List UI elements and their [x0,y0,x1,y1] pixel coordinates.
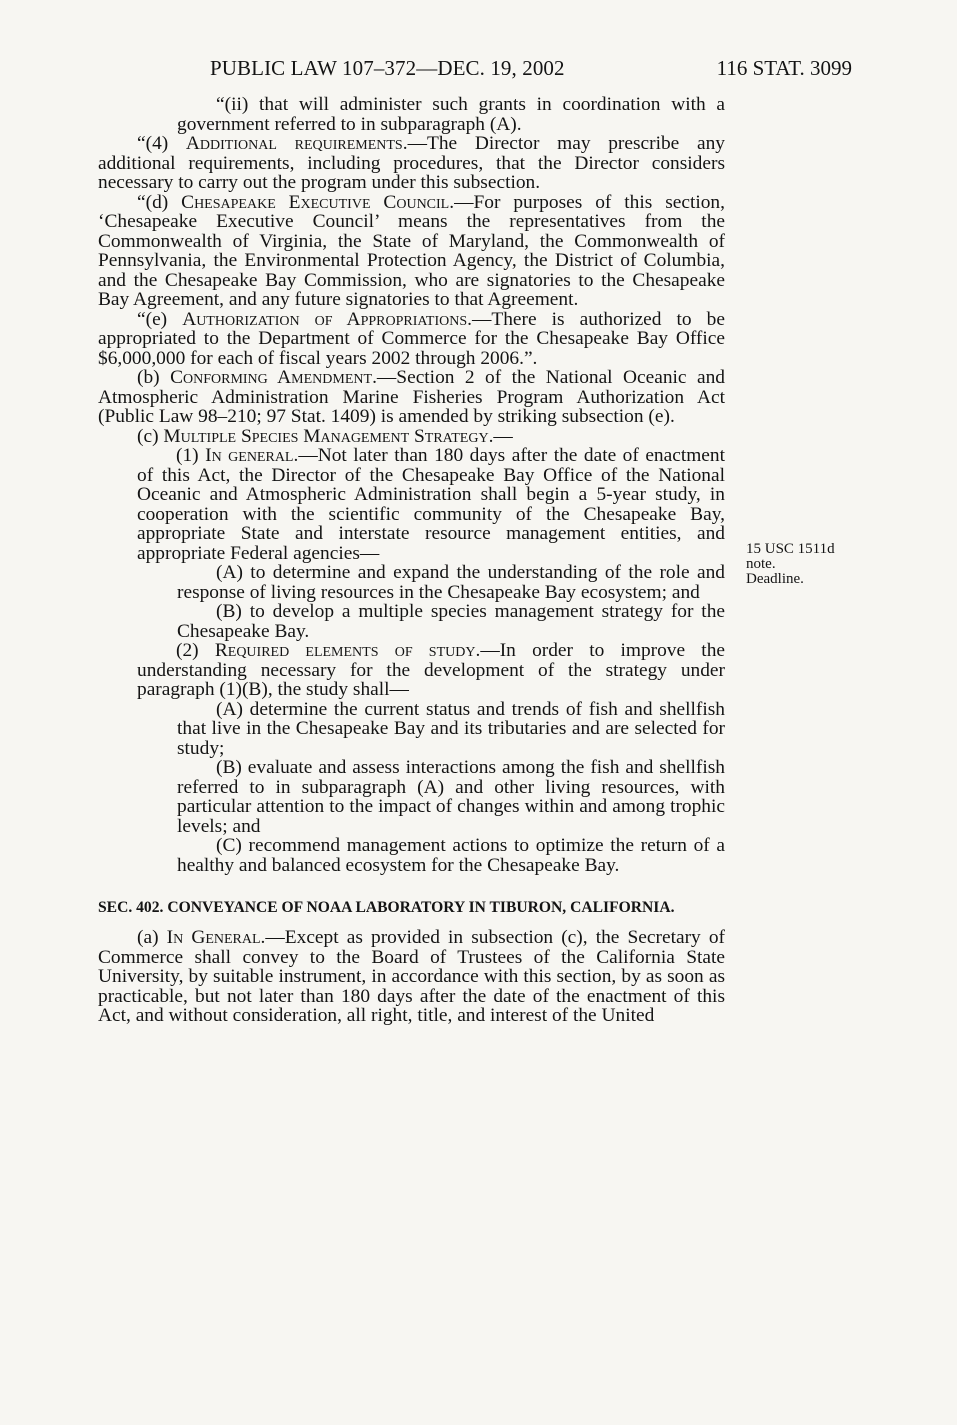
paragraph-1-in-general: (1) In general.—Not later than 180 days after the date of enactment of this Act, the Director of the Chesapeake Bay Office of the National Oceanic and Atmospheric Administration shall begin a 5-year study, in cooperation with the scientific community of the Chesapeake Bay, appropriate State and interstate resource management entities, and appropriate Federal agencies— [137,445,725,564]
subparagraph-1b: (B) to develop a multiple species management strategy for the Chesapeake Bay. [177,601,725,642]
subparagraph-2a: (A) determine the current status and trends of fish and shellfish that live in the Chesapeake Bay and its tributaries and are selected for study; [177,698,725,759]
paragraph-heading: Required elements of study [214,640,476,661]
subsection-c-multiple-species: (c) Multiple Species Management Strategy.— [137,425,513,447]
subparagraph-1a: (A) to determine and expand the understanding of the role and response of living resources in the Chesapeake Bay ecosystem; and [177,562,725,603]
usc-citation: 15 USC 1511d [746,541,835,557]
paragraph-heading: Additional requirements [185,133,403,154]
subsection-heading: In General [166,927,261,948]
page-header [0,56,957,86]
deadline-label: Deadline. [746,571,804,587]
subsection-d-chesapeake-executive-council: “(d) Chesapeake Executive Council.—For purposes of this section, ‘Chesapeake Executive Council’ means the representatives from the Commonwealth of Virginia, the State of Maryland, the Commonwealth of Pennsylvania, the Environmental Protection Agency, the District of Columbia, and the Chesapeake Bay Commission, who are signatories to the Chesapeake Bay Agreement, and any future signatories to that Agreement. [98,191,725,310]
subsection-b-conforming-amendment: (b) Conforming Amendment.—Section 2 of the National Oceanic and Atmospheric Administration Marine Fisheries Program Authorization Act (Public Law 98–210; 97 Stat. 1409) is amended by striking subsection (e). [98,367,725,427]
subparagraph-2c: (C) recommend management actions to optimize the return of a healthy and balanced ecosystem for the Chesapeake Bay. [177,835,725,876]
subsection-e-authorization: “(e) Authorization of Appropriations.—There is authorized to be appropriated to the Department of Commerce for the Chesapeake Bay Office $6,000,000 for each of fiscal years 2002 through 2006.”. [98,308,725,369]
statute-page-number: 116 STAT. 3099 [716,56,852,80]
clause-ii: “(ii) that will administer such grants in coordination with a government referred to in subparagraph (A). [177,94,725,135]
subsection-heading: Authorization of Appropriations [182,308,468,330]
statute-body [98,95,725,1026]
note-label: note. [746,556,776,572]
margin-note [746,542,866,587]
paragraph-4-additional-requirements: “(4) Additional requirements.—The Director may prescribe any additional requirements, including procedures, that the Director considers necessary to carry out the program under this subsection. [98,133,725,193]
subsection-heading: Conforming Amendment [170,367,373,388]
public-law-header: PUBLIC LAW 107–372—DEC. 19, 2002 [210,56,565,80]
paragraph-heading: In general [205,445,294,466]
subsection-heading: Chesapeake Executive Council [181,191,450,213]
subsection-heading: Multiple Species Management Strategy [163,425,489,447]
subsection-a-in-general: (a) In General.—Except as provided in subsection (c), the Secretary of Commerce shall convey to the Board of Trustees of the California State University, by suitable instrument, in accordance with this section, by as soon as practicable, but not later than 180 days after the date of the enactment of this Act, and without consideration, all right, title, and interest of the United [98,927,725,1026]
paragraph-2-required-elements: (2) Required elements of study.—In order to improve the understanding necessary for the development of the strategy under paragraph (1)(B), the study shall— [137,640,725,700]
subparagraph-2b: (B) evaluate and assess interactions among the fish and shellfish referred to in subparagraph (A) and other living resources, with particular attention to the impact of changes within and among trophic levels; and [177,757,725,837]
section-402-heading: SEC. 402. CONVEYANCE OF NOAA LABORATORY IN TIBURON, CALIFORNIA. [98,899,675,916]
